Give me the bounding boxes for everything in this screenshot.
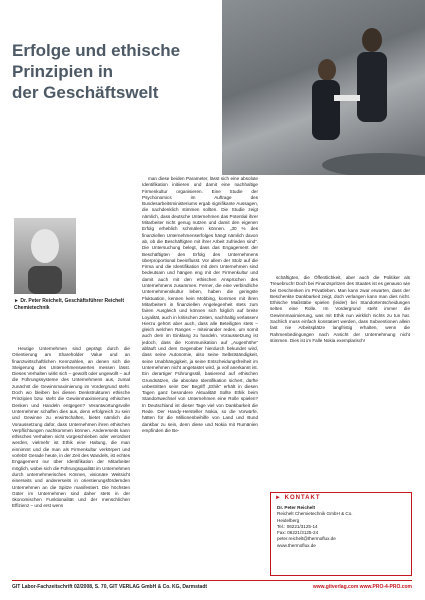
kontakt-email[interactable]: peter.reichelt@thermoflux.de <box>277 536 336 542</box>
author-portrait <box>14 218 76 294</box>
kontakt-company: Reichelt Chemietechnik GmbH & Co. <box>277 511 353 517</box>
business-people-photo <box>222 0 425 175</box>
kontakt-city: Heidelberg <box>277 517 300 523</box>
kontakt-box <box>270 492 412 576</box>
portrait-caption: ► Dr. Peter Reichelt, Geschäftsführer Reichelt Chemietechnik <box>14 298 124 311</box>
body-text-1: Heutige Unternehmen sind geprägt durch die Orientierung am Shareholder Value und an finanzwirtschaftlichen Kennzahlen, an denen sich die Steigerung des Unternehmenswertes messen lässt. Dieses Verhalten wirkt sich – gewollt oder ungewollt – auf die Führungssysteme des Unternehmens aus, zumal zunächst die Gewinnmaximierung im Vordergrund steht. Doch wo bleiben bei diesen Denkstrukturen ethische Prinzipien bzw. steht die Gewinnmaximierung ethischen Denken und Handeln entgegen? Verantwortungsvolle Unternehmer schaffen dies aus, denn erfolgreich zu sein und Gewinne zu erwirtschaften, bietet nämlich die Voraussetzung dafür, dass Unternehmen ihren ethischen Verpflichtungen nachkommen können. Andererseits kann ethisches Verhalten nicht vorgeschrieben oder verordnet werden, vielmehr ist Ethik eine Haltung, die man einnimmt und die man als Firmenkultur verkörpert und vorlebt! Gerade heute, in der Zeit des Wandels, ist echtes Engagement nur über Identifikation der Mitarbeiter möglich, wobei sich die Führungsqualität im Unternehmen durch unternehmerisches Können, visionäre Weitsicht einerseits und andererseits in orientierungsfördernden Unternehmen an die Spitze manifestiert. Die höchsten Güter im Unternehmen sind daher stets in der ökonomischen Funktionalität und der menschlichen Effizienz – und erst wenn <box>12 346 130 509</box>
body-column-2 <box>142 176 258 434</box>
page-footer <box>12 580 412 590</box>
footer-source: GIT Labor-Fachzeitschrift 02/2008, S. 70, GIT VERLAG GmbH & Co. KG, Darmstadt <box>12 584 208 590</box>
kontakt-fax: Fax: 06221/3125-24 <box>277 530 319 536</box>
title-line-2: Prinzipien in <box>12 62 114 81</box>
kontakt-web[interactable]: www.thermoflux.de <box>277 542 316 548</box>
body-text-3: schäftigten, die Öffentlichkeit, aber auch die Politiker als Treuebruch! Doch bei Finanzspritzen des Staates ist es genauso wie bei Geschenken im Privatleben. Man kann zwar erwarten, dass der Beschenkte Dankbarkeit zeigt, doch verlangen kann man dies nicht. Ethische Maßstäbe spielen (leider) bei Standortentscheidungen selten eine Rolle. Im Vordergrund steht immer die Gewinnmaximierung, was mit Ethik nun wirklich nichts zu tun hat. Sachlich muss einfach konstatiert werden, dass Subventionen allein fast nie Arbeitsplätze langfristig erhalten, wenn die Rahmenbedingungen nach Ansicht der Unternehmung nicht stimmen. Dies ist im Falle Nokia exemplarisch! <box>270 275 410 343</box>
body-text-2: man diese beiden Parameter, lässt sich eine absolute Identifikation initiieren und damit eine nachhaltige Firmenkultur organisieren. Eine Studie der Psychonomics im Auftrage des Bundesarbeitsministeriums ergab signifikante Aussagen, die nachdenklich stimmen sollten. Die Studie zeigt nämlich, dass deutsche Unternehmen das Potential ihrer Mitarbeiter nicht genug nutzen und damit den eigenen Erfolg erheblich schmälern können. „30 % des finanziellen Unternehmenserfolges hängt nämlich davon ab, ob die Beschäftigten mit ihrer Arbeit zufrieden sind“. Die Untersuchung belegt, dass das Engagement der Beschäftigten den Erfolg des Unternehmens überproportional beeinflusst. Vor allem der Stolz auf die Firma und die Identifikation mit dem Unternehmen sind bedeutsam und hängen eng mit der Firmenkultur und damit auch mit den ethischen Ansprüchen des Unternehmens zusammen. Ferner, die eine verbindliche Unternehmenskultur leben, haben die geringste Fluktuation, kennen kein Mobbing, kommen mit ihren Mitarbeitern in finanziellen Angelegenheit stets zum fairen Ausgleich und können sich folglich auf breite Loyalität, auch in kritischen Zeiten, nachhaltig verlassen! Hierzu gehört aber auch, dass alle Beteiligten stets – gleich welchen Ranges – miteinander reden, um somit auch dem im Einklang zu handeln. Voraussetzung ist jedoch, dass die Kommunikation auf „Augenhöhe“ abläuft und dem Gegenüber hierdurch bekundet wird, dass seine Autonomie, also seine Selbstständigkeit, seine Unabhängigkeit, ja seine Entscheidungsfreiheit im Unternehmen nicht angetastet wird, ja voll anerkannt ist. Ein derartiger Führungsstil, basierend auf ethischen Grundsätzen, die absolute Identifikation sichert, dürfte unbestritten sein! Der Begriff „Ethik“ erhält in diesen Tagen ganz besondere Aktualität! Sollte Ethik beim Standortwechsel von Unternehmen eine Rolle spielen? In Deutschland ist dieser Tage viel von Dankbarkeit die Rede. Der Handy-Hersteller Nokia, so die Vorwürfe, hätten für die Millionenbeihilfe von Land und Bund dankbar zu sein, denn diese und Nokia mit Rumänien empfinden die Be- <box>142 176 258 433</box>
kontakt-name: Dr. Peter Reichelt <box>277 505 316 510</box>
kontakt-heading-text: KONTAKT <box>284 495 321 501</box>
kontakt-heading: ► KONTAKT <box>275 495 321 501</box>
caption-text: Dr. Peter Reichelt, Geschäftsführer Reichelt Chemietechnik <box>14 298 124 311</box>
title-line-1: Erfolge und ethische <box>12 41 181 60</box>
body-column-1 <box>12 346 130 510</box>
body-column-3 <box>270 275 410 344</box>
footer-urls[interactable]: www.gitverlag.com www.PRO-4-PRO.com <box>312 584 412 590</box>
article-title <box>12 40 202 103</box>
title-line-3: der Geschäftswelt <box>12 83 159 102</box>
kontakt-details <box>271 503 411 551</box>
kontakt-tel: Tel.: 06221/3125-14 <box>277 523 318 529</box>
